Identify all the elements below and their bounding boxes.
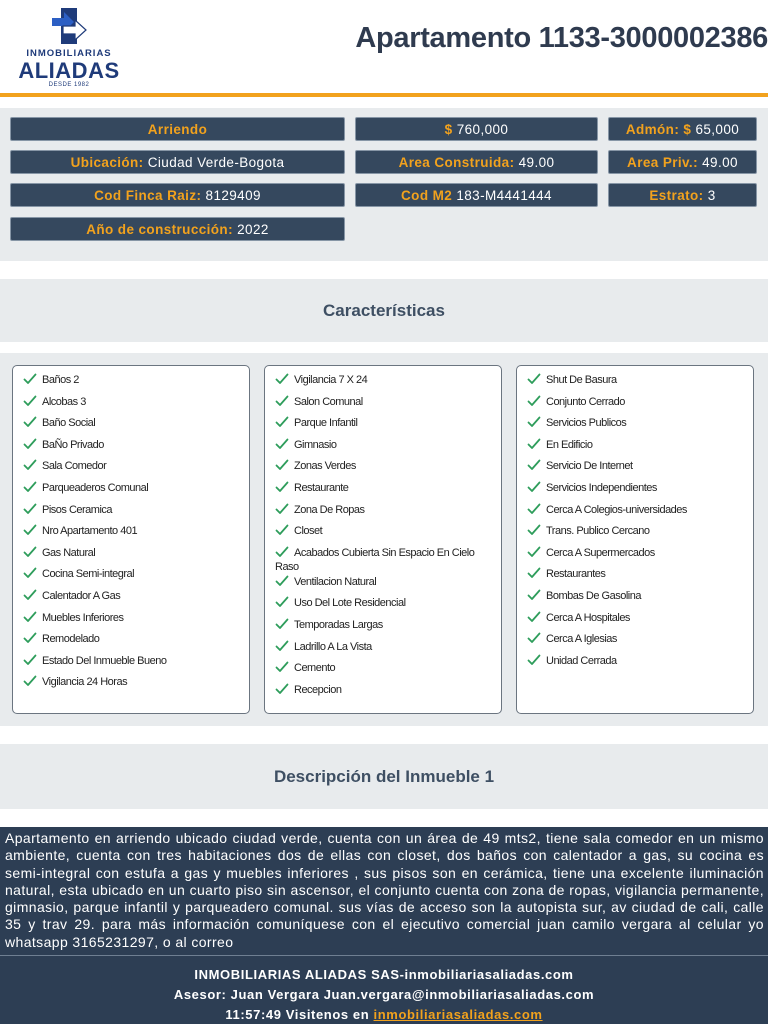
feature-item <box>275 394 495 416</box>
page-title: Apartamento 1133-3000002386 <box>355 22 768 54</box>
feature-item <box>23 372 243 394</box>
feature-label: Restaurantes <box>546 568 606 581</box>
built-area-label: Area Construida: <box>398 154 515 170</box>
feature-label: Servicio De Internet <box>546 460 633 473</box>
year-built-cell <box>10 217 345 241</box>
logo-text-since: DESDE 1982 <box>48 82 90 88</box>
check-icon <box>275 639 289 653</box>
feature-label: Calentador A Gas <box>42 589 121 602</box>
feature-label: Closet <box>294 525 323 538</box>
features-column-2 <box>264 365 502 714</box>
check-icon <box>527 394 541 408</box>
admin-fee-label: Admón: <box>625 121 680 137</box>
check-icon <box>275 502 289 516</box>
check-icon <box>275 415 289 429</box>
check-icon <box>23 372 37 386</box>
feature-label: En Edificio <box>546 438 593 451</box>
feature-label: Zonas Verdes <box>294 460 356 473</box>
feature-item <box>527 523 747 545</box>
features-section <box>0 353 768 726</box>
check-icon <box>23 653 37 667</box>
footer-visit-prefix: 11:57:49 Visitenos en <box>225 1007 370 1022</box>
logo-text-main: ALIADAS <box>18 58 120 83</box>
footer-advisor: Asesor: Juan Vergara Juan.vergara@inmobiliariasaliadas.com <box>173 987 595 1002</box>
check-icon <box>23 480 37 494</box>
estrato-label: Estrato: <box>649 187 704 203</box>
check-icon <box>527 631 541 645</box>
logo-text-top: INMOBILIARIAS <box>26 48 112 59</box>
feature-label: Alcobas 3 <box>42 395 86 408</box>
admin-fee-currency: $ <box>683 121 692 137</box>
check-icon <box>527 653 541 667</box>
private-area-cell <box>608 150 757 174</box>
location-value: Ciudad Verde-Bogota <box>147 154 285 170</box>
admin-fee-value: 65,000 <box>695 121 740 137</box>
features-column-3 <box>516 365 754 714</box>
footer-visit <box>0 1007 768 1022</box>
rent-type-label: Arriendo <box>147 121 208 137</box>
check-icon <box>23 502 37 516</box>
header-divider <box>0 93 768 97</box>
header <box>0 0 768 94</box>
feature-label: Salon Comunal <box>294 395 363 408</box>
check-icon <box>527 545 541 559</box>
company-logo[interactable] <box>10 6 128 88</box>
location-cell <box>10 150 345 174</box>
feature-item <box>527 545 747 567</box>
feature-label: Acabados Cubierta Sin Espacio En Cielo Raso <box>275 546 475 573</box>
check-icon <box>527 502 541 516</box>
check-icon <box>527 610 541 624</box>
feature-item <box>527 502 747 524</box>
check-icon <box>527 415 541 429</box>
feature-item <box>527 437 747 459</box>
feature-label: Parque Infantil <box>294 417 358 430</box>
check-icon <box>23 566 37 580</box>
check-icon <box>275 394 289 408</box>
feature-label: Cocina Semi-integral <box>42 568 135 581</box>
feature-label: Parqueaderos Comunal <box>42 481 149 494</box>
feature-item <box>23 480 243 502</box>
feature-item <box>23 458 243 480</box>
feature-item <box>527 610 747 632</box>
feature-label: Muebles Inferiores <box>42 611 124 624</box>
check-icon <box>275 437 289 451</box>
feature-label: Zona De Ropas <box>294 503 365 516</box>
feature-label: Baños 2 <box>42 374 79 386</box>
finca-raiz-code-value: 8129409 <box>205 187 261 203</box>
feature-item <box>275 415 495 437</box>
feature-item <box>23 674 243 696</box>
check-icon <box>23 437 37 451</box>
check-icon <box>527 588 541 602</box>
feature-label: BaÑo Privado <box>42 438 104 451</box>
logo-arrows-icon <box>50 8 88 44</box>
feature-label: Gimnasio <box>294 438 337 451</box>
feature-item <box>527 415 747 437</box>
check-icon <box>527 523 541 537</box>
feature-item <box>527 631 747 653</box>
feature-item <box>23 523 243 545</box>
estrato-value: 3 <box>707 187 716 203</box>
feature-label: Cerca A Supermercados <box>546 546 655 559</box>
feature-item <box>275 480 495 502</box>
feature-label: Uso Del Lote Residencial <box>294 597 406 610</box>
features-heading: Características <box>0 279 768 342</box>
check-icon <box>23 458 37 472</box>
feature-item <box>275 372 495 394</box>
check-icon <box>23 545 37 559</box>
estrato-cell <box>608 183 757 207</box>
feature-item <box>527 653 747 675</box>
price-cell <box>355 117 598 141</box>
feature-item <box>23 653 243 675</box>
feature-item <box>275 574 495 596</box>
feature-label: Sala Comedor <box>42 460 107 473</box>
feature-label: Cemento <box>294 662 336 675</box>
features-column-1 <box>12 365 250 714</box>
feature-label: Cerca A Hospitales <box>546 611 630 624</box>
finca-raiz-code-label: Cod Finca Raiz: <box>94 187 202 203</box>
feature-item <box>275 660 495 682</box>
m2-code-label: Cod M2 <box>401 187 453 203</box>
feature-label: Nro Apartamento 401 <box>42 525 138 538</box>
website-link[interactable]: inmobiliariasaliadas.com <box>373 1007 543 1022</box>
check-icon <box>275 480 289 494</box>
feature-item <box>23 502 243 524</box>
feature-item <box>23 415 243 437</box>
check-icon <box>23 394 37 408</box>
check-icon <box>275 660 289 674</box>
property-info <box>0 108 768 261</box>
m2-code-cell <box>355 183 598 207</box>
feature-item <box>527 566 747 588</box>
feature-label: Trans. Publico Cercano <box>546 525 650 538</box>
m2-code-value: 183-M4441444 <box>456 187 552 203</box>
check-icon <box>23 610 37 624</box>
feature-label: Recepcion <box>294 683 342 696</box>
feature-item <box>527 480 747 502</box>
feature-item <box>23 610 243 632</box>
features-list-3 <box>527 372 747 674</box>
feature-label: Unidad Cerrada <box>546 654 617 667</box>
feature-item <box>23 545 243 567</box>
location-label: Ubicación: <box>70 154 144 170</box>
footer <box>0 955 768 1024</box>
check-icon <box>275 523 289 537</box>
feature-item <box>527 458 747 480</box>
finca-raiz-code-cell <box>10 183 345 207</box>
feature-item <box>275 458 495 480</box>
feature-label: Pisos Ceramica <box>42 503 113 516</box>
private-area-label: Area Priv.: <box>627 154 698 170</box>
feature-label: Servicios Independientes <box>546 481 657 494</box>
feature-item <box>527 372 747 394</box>
feature-item <box>275 595 495 617</box>
feature-item <box>23 566 243 588</box>
check-icon <box>527 437 541 451</box>
feature-label: Ladrillo A La Vista <box>294 640 372 653</box>
feature-label: Gas Natural <box>42 546 96 559</box>
check-icon <box>527 458 541 472</box>
feature-label: Cerca A Iglesias <box>546 633 617 646</box>
built-area-cell <box>355 150 598 174</box>
check-icon <box>275 595 289 609</box>
feature-label: Ventilacion Natural <box>294 575 377 588</box>
year-built-value: 2022 <box>237 221 269 237</box>
feature-item <box>275 523 495 545</box>
feature-label: Servicios Publicos <box>546 417 627 430</box>
check-icon <box>275 574 289 588</box>
admin-fee-cell <box>608 117 757 141</box>
feature-item <box>275 502 495 524</box>
description-heading: Descripción del Inmueble 1 <box>0 744 768 809</box>
feature-label: Baño Social <box>42 417 96 430</box>
check-icon <box>23 523 37 537</box>
check-icon <box>527 480 541 494</box>
description-text: Apartamento en arriendo ubicado ciudad verde, cuenta con un área de 49 mts2, tiene sala comedor en un mismo ambiente, cuenta con tres habitaciones dos de ellas con closet, dos baños con calentador a gas, su cocina es semi-integral con estufa a gas y muebles inferiores , sus pisos son en cerámica, tiene una excelente iluminación natural, esta ubicado en un cuarto piso sin ascensor, el conjunto cuenta con zona de ropas, vigilancia permanente, gimnasio, parque infantil y parqueadero comunal. sus vías de acceso son la autopista sur, av ciudad de cali, calle 35 y trav 29. para más información comuníquese con el ejecutivo comercial juan camilo vergara al celular yo whatsapp 3165231297, o al correo <box>0 827 768 955</box>
feature-label: Vigilancia 7 X 24 <box>294 374 368 386</box>
check-icon <box>275 545 289 559</box>
feature-item <box>275 682 495 704</box>
check-icon <box>275 372 289 386</box>
feature-item <box>23 437 243 459</box>
feature-item <box>23 394 243 416</box>
check-icon <box>23 674 37 688</box>
check-icon <box>275 682 289 696</box>
check-icon <box>23 415 37 429</box>
feature-label: Bombas De Gasolina <box>546 589 641 602</box>
feature-label: Estado Del Inmueble Bueno <box>42 654 167 667</box>
year-built-label: Año de construcción: <box>86 221 233 237</box>
feature-label: Vigilancia 24 Horas <box>42 676 128 689</box>
check-icon <box>23 588 37 602</box>
feature-item <box>527 588 747 610</box>
feature-label: Conjunto Cerrado <box>546 395 625 408</box>
price-value: 760,000 <box>456 121 509 137</box>
feature-label: Shut De Basura <box>546 374 617 386</box>
feature-item <box>275 617 495 639</box>
features-list-2 <box>275 372 495 703</box>
feature-label: Temporadas Largas <box>294 618 383 631</box>
check-icon <box>275 617 289 631</box>
private-area-value: 49.00 <box>702 154 738 170</box>
feature-label: Restaurante <box>294 481 349 494</box>
check-icon <box>23 631 37 645</box>
feature-item <box>275 545 495 574</box>
feature-label: Remodelado <box>42 633 100 646</box>
feature-item <box>275 639 495 661</box>
feature-label: Cerca A Colegios-universidades <box>546 503 687 516</box>
check-icon <box>527 566 541 580</box>
feature-item <box>275 437 495 459</box>
check-icon <box>527 372 541 386</box>
rent-type-cell <box>10 117 345 141</box>
footer-company: INMOBILIARIAS ALIADAS SAS-inmobiliariasaliadas.com <box>194 967 574 982</box>
feature-item <box>23 588 243 610</box>
features-list-1 <box>23 372 243 696</box>
feature-item <box>23 631 243 653</box>
check-icon <box>275 458 289 472</box>
price-currency: $ <box>444 121 453 137</box>
built-area-value: 49.00 <box>518 154 555 170</box>
feature-item <box>527 394 747 416</box>
